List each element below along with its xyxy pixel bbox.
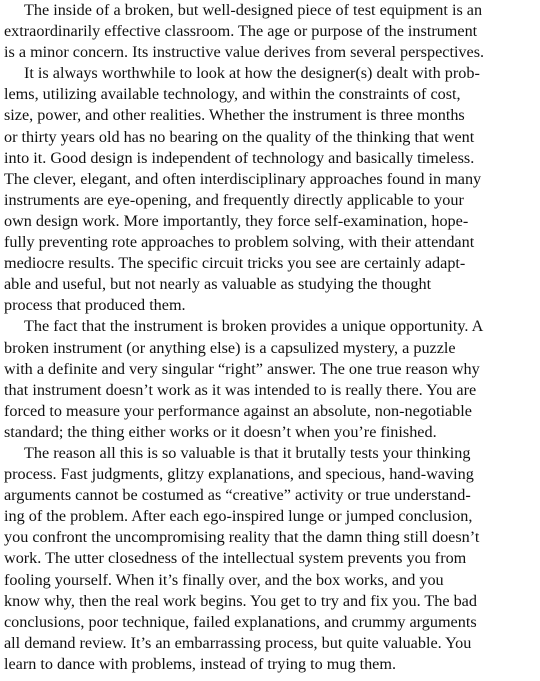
text-line: The inside of a broken, but well-designed piece of test equipment is an: [24, 1, 483, 19]
text-line: The fact that the instrument is broken provides a unique opportunity. A: [24, 317, 484, 336]
paragraph-1: [4, 0, 539, 63]
text-line: process that produced them.: [4, 296, 186, 315]
text-line: or thirty years old has no bearing on the quality of the thinking that went: [4, 127, 475, 146]
text-line: all demand review. It’s an embarrassing process, but quite valuable. You: [4, 633, 472, 652]
text-line: own design work. More importantly, they force self-examination, hope-: [4, 211, 469, 230]
paragraph-2: [4, 63, 539, 316]
text-line: with a definite and very singular “right” answer. The one true reason why: [4, 359, 480, 378]
paragraph-4: [4, 443, 539, 675]
text-line: It is always worthwhile to look at how the designer(s) dealt with prob-: [24, 64, 480, 83]
text-line: size, power, and other realities. Whether the instrument is three months: [4, 106, 465, 125]
text-line: conclusions, poor technique, failed explanations, and crummy arguments: [4, 612, 477, 631]
text-line: into it. Good design is independent of technology and basically timeless.: [4, 148, 475, 167]
text-line: fooling yourself. When it’s finally over, and the box works, and you: [4, 570, 444, 589]
text-line: learn to dance with problems, instead of trying to mug them.: [4, 654, 397, 673]
text-line: standard; the thing either works or it doesn’t when you’re finished.: [4, 422, 437, 441]
text-line: broken instrument (or anything else) is a capsulized mystery, a puzzle: [4, 338, 456, 357]
text-line: know why, then the real work begins. You get to try and fix you. The bad: [4, 591, 477, 610]
text-line: mediocre results. The specific circuit tricks you see are certainly adapt-: [4, 254, 466, 273]
text-line: lems, utilizing available technology, and within the constraints of cost,: [4, 85, 461, 104]
text-line: that instrument doesn’t work as it was intended to is really there. You are: [4, 380, 477, 399]
text-line: fully preventing rote approaches to problem solving, with their attendant: [4, 233, 475, 252]
text-line: work. The utter closedness of the intellectual system prevents you from: [4, 549, 467, 568]
text-line: extraordinarily effective classroom. The age or purpose of the instrument: [4, 22, 478, 41]
text-line: arguments cannot be costumed as “creative” activity or true understand-: [4, 486, 471, 505]
text-line: able and useful, but not nearly as valuable as studying the thought: [4, 275, 432, 294]
text-line: process. Fast judgments, glitzy explanations, and specious, hand-waving: [4, 465, 474, 484]
text-line: The reason all this is so valuable is that it brutally tests your thinking: [24, 443, 471, 462]
text-line: The clever, elegant, and often interdisciplinary approaches found in many: [4, 169, 482, 188]
text-line: instruments are eye-opening, and frequently directly applicable to your: [4, 190, 464, 209]
text-line: you confront the uncompromising reality that the damn thing still doesn’t: [4, 528, 480, 547]
text-line: ing of the problem. After each ego-inspired lunge or jumped conclusion,: [4, 507, 473, 526]
text-line: is a minor concern. Its instructive value derives from several perspectives.: [4, 43, 485, 62]
paragraph-3: [4, 316, 539, 443]
text-line: forced to measure your performance against an absolute, non-negotiable: [4, 401, 472, 420]
